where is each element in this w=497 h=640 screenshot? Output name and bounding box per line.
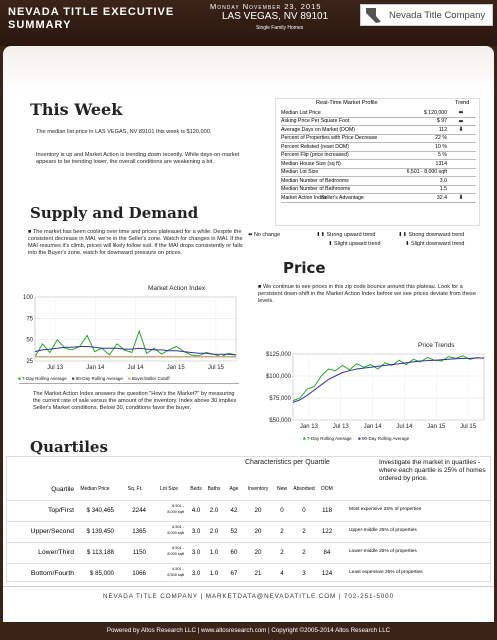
trend-arrow-icon: ⬌ [458, 118, 464, 125]
quartile-inv: 20 [254, 549, 262, 556]
quartile-price: $ 340,465 [86, 507, 114, 514]
y-tick-label: 100 [22, 295, 33, 301]
market-profile-row [281, 169, 476, 178]
price-legend-90day-swatch: ■ [357, 436, 361, 441]
quartile-baths: 2.0 [209, 528, 219, 535]
y-tick-label: 75 [26, 316, 33, 323]
x-tick-label: Jul 13 [47, 365, 64, 371]
footer-contact: NEVADA TITLE COMPANY | MARKETDATA@NEVADATITLE.COM | 702-251-5000 [103, 593, 394, 600]
quartile-age: 52 [230, 528, 238, 535]
market-profile-row [281, 152, 476, 161]
quartile-sqft: 2244 [132, 507, 146, 514]
price-legend-7day: 7-Day Rolling Average [306, 436, 352, 441]
quartiles-characteristics-title: Characteristics per Quartile [245, 459, 330, 466]
quartile-age: 67 [230, 570, 238, 577]
price-text [258, 284, 483, 305]
quartile-header: Age [229, 486, 239, 492]
mai-legend-7day-swatch: ■ [18, 376, 21, 381]
powered-by-footer: Powered by Altos Research LLC | www.altosresearch.com | Copyright ©2005-2014 Altos Research LLC [106, 627, 391, 634]
legend-no-change-label: No change [254, 232, 281, 238]
quartile-name: Top/First [47, 507, 74, 514]
market-profile-label: Market Action Index [281, 194, 327, 201]
legend-strong-down-label: Strong downward trend [408, 232, 465, 238]
quartile-new: 4 [280, 570, 284, 577]
quartile-dom: 84 [323, 549, 331, 556]
market-profile-label: Median List Price [281, 109, 321, 116]
quartile-header: New [276, 486, 287, 492]
report-city: LAS VEGAS, NV 89101 [222, 11, 329, 22]
quartile-desc: Least expensive 25% of properties [349, 570, 423, 575]
property-type: Single Family Homes [256, 25, 304, 31]
quartile-header: Median Price [80, 486, 110, 492]
report-title-line2: SUMMARY [8, 19, 72, 31]
quartile-lot-size: 6,501 - [172, 546, 184, 550]
quartile-price: $ 85,000 [89, 570, 114, 577]
legend-no-change: ⬌ No change [248, 232, 281, 238]
quartile-header: Absorbed [293, 486, 315, 492]
quartile-header: DOM [321, 486, 333, 492]
market-profile-value: 32.4 [436, 194, 447, 201]
quartile-lot-size: 8,000 sqft [167, 552, 184, 556]
market-profile-value: 3.0 [439, 177, 447, 184]
market-profile-value: $ 120,000 [423, 109, 447, 116]
report-title-line1: NEVADA TITLE EXECUTIVE [8, 6, 175, 18]
quartile-header: Inventory [247, 486, 269, 492]
x-tick-label: Jan 15 [166, 365, 185, 371]
x-tick-label: Jul 14 [127, 365, 144, 371]
bullet-icon: ■ [258, 284, 263, 290]
market-profile-label: Median Lot Size [281, 169, 319, 176]
quartile-desc: Lower-middle 25% of properties [349, 549, 417, 554]
market-profile-row [281, 126, 476, 135]
x-tick-label: Jul 15 [207, 365, 224, 371]
mai-legend-cutoff-swatch: ■ [127, 376, 131, 381]
market-profile-label: Percent Relisted (reset DOM) [281, 143, 350, 150]
market-profile-value: 1.5 [439, 186, 447, 193]
report-page [3, 46, 494, 622]
quartile-header: Baths [207, 486, 221, 492]
y-tick-label: $75,000 [269, 396, 291, 402]
quartile-baths: 2.0 [209, 507, 219, 514]
market-profile-value: 22 % [435, 135, 447, 142]
market-profile-label: Median House Size (sq ft) [281, 160, 341, 167]
quartile-inv: 20 [254, 507, 262, 514]
quartile-lot-size: 6,500 sqft [167, 573, 184, 577]
legend-slight-up: ⬆ Slight upward trend [328, 241, 381, 247]
legend-slight-down-label: Slight downward trend [411, 241, 465, 247]
quartile-beds: 3.0 [191, 549, 201, 556]
divider [19, 383, 239, 385]
supply-demand-title: Supply and Demand [30, 204, 199, 222]
price-legend [303, 436, 409, 441]
market-profile-row [281, 118, 476, 127]
quartile-lot-size: 4,501 - [172, 567, 184, 571]
market-profile-row [281, 135, 476, 144]
market-profile-row [281, 160, 476, 169]
quartile-lot-size: 8,000 sqft [167, 510, 184, 514]
x-tick-label: Jul 13 [332, 424, 349, 430]
x-tick-label: Jul 15 [460, 424, 477, 430]
quartile-price: $ 139,450 [86, 528, 114, 535]
quartiles-title: Quartiles [30, 438, 108, 456]
quartile-beds: 3.0 [191, 528, 201, 535]
mai-legend-90day: 90-Day Rolling Average [75, 376, 123, 381]
market-action-zone-label: Seller's Advantage [321, 194, 364, 201]
legend-strong-up-label: Strong upward trend [326, 232, 376, 238]
report-date: Monday November 23, 2015 [210, 2, 322, 11]
quartile-lot-size: 6,501 - [172, 504, 184, 508]
trend-arrow-icon: ⬌ [458, 110, 464, 117]
market-profile-label: Median Number of Bathrooms [281, 186, 351, 193]
this-week-paragraph-1: The median list price in LAS VEGAS, NV 89101 this week is $120,000. [36, 129, 212, 135]
x-tick-label: Jan 14 [86, 365, 105, 371]
quartile-new: 0 [280, 507, 284, 514]
y-tick-label: $100,000 [265, 374, 291, 380]
market-profile-value: 112 [438, 126, 447, 133]
quartile-price: $ 113,188 [86, 549, 114, 556]
quartile-name: Upper/Second [30, 528, 74, 535]
bullet-icon: ■ [28, 229, 33, 235]
price-trends-chart [253, 350, 488, 432]
quartile-abs: 2 [302, 549, 306, 556]
mai-legend-7day: 7-Day Rolling Average [21, 376, 67, 381]
quartile-baths: 1.0 [209, 570, 219, 577]
market-profile-value: 1314 [435, 160, 447, 167]
quartile-abs: 0 [302, 507, 306, 514]
market-profile-row [281, 194, 476, 203]
quartile-header: Lot Size [159, 486, 179, 492]
quartile-sqft: 1150 [132, 549, 146, 556]
legend-strong-up: ⬆⬆ Strong upward trend [316, 232, 376, 238]
quartile-beds: 4.0 [191, 507, 201, 514]
market-action-index-chart [13, 293, 240, 373]
mai-chart-title: Market Action Index [148, 285, 206, 292]
trend-arrow-icon: ⬇ [458, 195, 464, 202]
market-profile-row [281, 177, 476, 186]
price-chart-title: Price Trends [418, 342, 455, 349]
quartile-sqft: 1066 [132, 570, 146, 577]
logo-text: Nevada Title Company [389, 10, 486, 21]
mai-legend-90day-swatch: ■ [71, 376, 75, 381]
price-title: Price [283, 259, 326, 277]
mai-note: The Market Action Index answers the question "How's the Market?" by measuring the current rate of sale versus the amount of the inventory. Index above 30 implies Seller's Market conditions. Below 30, conditions favor the buyer. [33, 391, 237, 411]
supply-demand-text-content: The market has been cooling over time and prices plateaued for a while. Despite the consistent decrease in MAI, we're in the Seller's zone. Watch for changes in MAI. If the MAI resumes it's climb, prices will likely follow suit. If the MAI drops consistently or falls into the Buyer's zone, watch for downward pressure on prices. [28, 229, 243, 256]
quartile-desc: Upper-middle 25% of properties [349, 528, 417, 533]
quartile-abs: 3 [302, 570, 306, 577]
quartile-name: Lower/Third [38, 549, 74, 556]
quartile-dom: 118 [322, 507, 332, 514]
trend-arrow-icon: ⬇ [458, 127, 464, 134]
quartile-inv: 20 [254, 528, 262, 535]
quartile-new: 2 [280, 549, 284, 556]
y-tick-label: 50 [26, 337, 33, 344]
mai-legend-cutoff: Buyer/Seller Cutoff [131, 376, 170, 381]
market-profile-label: Percent of Properties with Price Decrease [281, 135, 378, 142]
market-profile-table [281, 109, 476, 203]
quartile-header: Quartile [51, 486, 74, 493]
price-text-content: We continue to see prices in this zip code bounce around this plateau. Look for a persistent down-shift in the Market Action Index before we see prices deviate from these levels. [258, 284, 476, 304]
quartile-inv: 21 [254, 570, 262, 577]
market-profile-title: Real-Time Market Profile [316, 100, 378, 106]
market-profile-value: $ 97 [436, 118, 447, 125]
quartile-baths: 1.0 [209, 549, 219, 556]
quartile-beds: 3.0 [191, 570, 201, 577]
footer-divider [3, 586, 494, 587]
legend-slight-up-label: Slight upward trend [334, 241, 381, 247]
quartile-new: 2 [280, 528, 284, 535]
supply-demand-text [28, 229, 243, 257]
quartile-age: 42 [230, 507, 238, 514]
quartile-desc: Most expensive 25% of properties [349, 507, 422, 512]
market-profile-row [281, 143, 476, 152]
y-tick-label: $50,000 [269, 418, 291, 424]
nevada-state-icon [364, 7, 386, 24]
market-profile-value: 5 % [438, 152, 447, 159]
market-profile-label: Asking Price Per Square Foot [281, 118, 350, 125]
legend-slight-down: ⬇ Slight downward trend [405, 241, 465, 247]
quartile-lot-size: 8,000 sqft [167, 531, 184, 535]
x-tick-label: Jul 14 [396, 424, 413, 430]
legend-strong-down: ⬇⬇ Strong downward trend [398, 232, 465, 238]
y-tick-label: $125,000 [265, 352, 291, 358]
company-logo [360, 4, 493, 26]
trend-header: Trend [455, 100, 470, 106]
this-week-title: This Week [30, 100, 123, 119]
quartile-name: Bottom/Fourth [30, 570, 74, 577]
quartile-age: 60 [230, 549, 238, 556]
x-tick-label: Jan 13 [299, 424, 318, 430]
mai-legend [18, 376, 170, 381]
quartiles-table [6, 482, 491, 582]
quartile-dom: 124 [321, 570, 333, 577]
market-profile-label: Median Number of Bedrooms [281, 177, 349, 184]
price-legend-90day: 90-Day Rolling Average [361, 436, 410, 441]
this-week-paragraph-2: Inventory is up and Market Action is trending down recently. While days-on-market appears to be trending lower, the overall conditions are weakening a bit. [36, 152, 240, 165]
quartile-abs: 2 [302, 528, 306, 535]
quartile-header: Sq. Ft. [127, 486, 143, 492]
market-profile-label: Percent Flip (price increased) [281, 152, 349, 159]
price-legend-7day-swatch: ■ [303, 436, 306, 441]
market-profile-row [281, 109, 476, 118]
market-profile-label: Average Days on Market (DOM) [281, 126, 355, 133]
x-tick-label: Jan 14 [363, 424, 382, 430]
y-tick-label: 25 [26, 359, 33, 365]
quartiles-description: Investigate the market in quartiles - where each quartile is 25% of homes ordered by price. [379, 459, 486, 482]
market-profile-value: 10 % [435, 143, 447, 150]
quartile-dom: 122 [321, 528, 333, 535]
x-tick-label: Jan 15 [427, 424, 446, 430]
market-profile-row [281, 186, 476, 195]
quartile-lot-size: 6,501 - [172, 525, 184, 529]
quartile-header: Beds [190, 486, 202, 492]
market-profile-value: 6,501 - 8,000 sqft [406, 169, 447, 176]
quartile-sqft: 1365 [132, 528, 146, 535]
